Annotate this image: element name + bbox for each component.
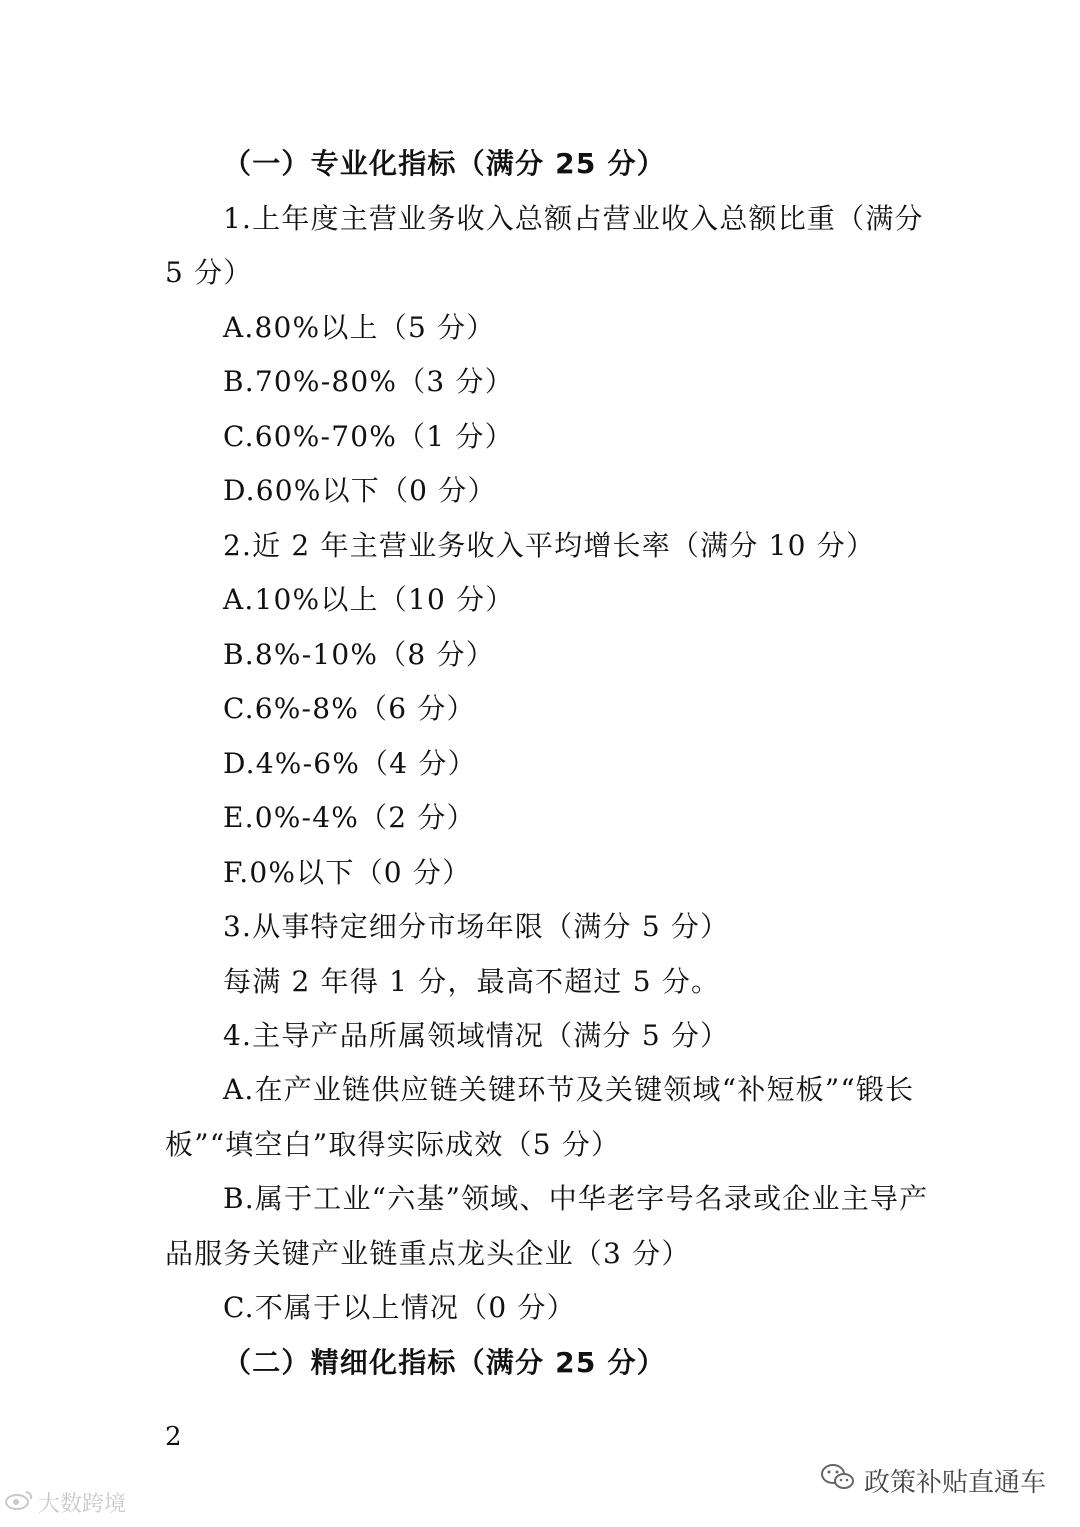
option-line: C.6%-8%（6 分） [223, 692, 476, 725]
watermark-left [4, 1487, 126, 1518]
option-line: A.10%以上（10 分） [223, 583, 515, 616]
wechat-icon [820, 1463, 856, 1498]
option-line: B.8%-10%（8 分） [223, 638, 495, 671]
watermark-right [820, 1462, 1046, 1499]
option-line: C.60%-70%（1 分） [223, 420, 514, 453]
option-line: A.80%以上（5 分） [223, 311, 496, 344]
option-line: D.4%-6%（4 分） [223, 747, 477, 780]
option-line-continued: 板”“填空白”取得实际成效（5 分） [165, 1128, 621, 1161]
weibo-watermark-icon [4, 1489, 34, 1517]
watermark-left-text: 大数跨境 [38, 1492, 127, 1517]
item-note: 每满 2 年得 1 分，最高不超过 5 分。 [223, 965, 721, 998]
section-heading: （一）专业化指标（满分 25 分） [223, 147, 666, 180]
option-line: F.0%以下（0 分） [223, 856, 472, 889]
item-title: 4.主导产品所属领域情况（满分 5 分） [223, 1019, 730, 1052]
option-line: B.70%-80%（3 分） [223, 365, 514, 398]
option-line: B.属于工业“六基”领域、中华老字号名录或企业主导产 [223, 1182, 929, 1215]
watermark-right-text: 政策补贴直通车 [864, 1468, 1047, 1498]
section-heading: （二）精细化指标（满分 25 分） [223, 1346, 666, 1379]
page-number: 2 [165, 1422, 182, 1452]
option-line-continued: 品服务关键产业链重点龙头企业（3 分） [165, 1237, 691, 1270]
option-line: E.0%-4%（2 分） [223, 801, 476, 834]
item-title: 2.近 2 年主营业务收入平均增长率（满分 10 分） [223, 529, 876, 562]
option-line: A.在产业链供应链关键环节及关键领域“补短板”“锻长 [223, 1073, 915, 1106]
item-title: 3.从事特定细分市场年限（满分 5 分） [223, 910, 730, 943]
option-line: C.不属于以上情况（0 分） [223, 1291, 576, 1324]
option-line: D.60%以下（0 分） [223, 474, 497, 507]
item-title: 1.上年度主营业务收入总额占营业收入总额比重（满分 [223, 202, 924, 235]
item-title-continued: 5 分） [165, 256, 253, 289]
